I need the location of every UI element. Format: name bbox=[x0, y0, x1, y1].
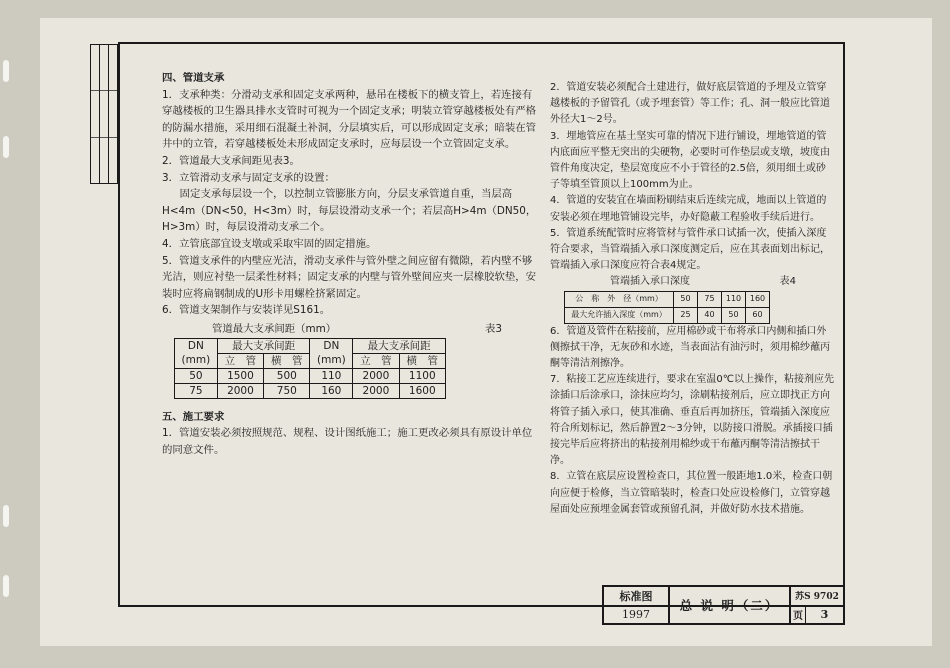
drawing-title: 总 说 明（二） bbox=[670, 587, 791, 623]
table-header-cell: 公 称 外 径（mm） bbox=[565, 291, 674, 307]
left-column bbox=[162, 70, 540, 458]
table-cell: 1500 bbox=[217, 368, 263, 383]
table-cell: 50 bbox=[722, 307, 746, 323]
riser-supports-paragraph: 3．立管滑动支承与固定支承的设置： bbox=[162, 171, 335, 184]
construction-paragraph-1: 1．管道安装必须按照规范、规程、设计图纸施工；施工更改必须具有原设计单位的同意文件。 bbox=[162, 427, 533, 456]
signature-column bbox=[100, 45, 109, 183]
binder-hole bbox=[3, 575, 9, 597]
table4-insertion-depth bbox=[564, 291, 770, 324]
table-cell: 500 bbox=[264, 368, 310, 383]
signature-column bbox=[109, 45, 117, 183]
table4-caption-row bbox=[566, 274, 796, 290]
binder-hole bbox=[3, 505, 9, 527]
table-cell: 160 bbox=[746, 291, 770, 307]
page-number: 3 bbox=[820, 607, 829, 621]
section-heading-construction: 五、施工要求 bbox=[162, 410, 225, 423]
table-header-cell: 横 管 bbox=[399, 353, 445, 368]
table-row bbox=[175, 368, 446, 383]
construction-paragraph-5: 5．管道系统配管时应将管材与管件承口试插一次，使插入深度符合要求，当管端插入承口深度测定后，应在其表面划出标记，管端插入承口深度应符合表4规定。 bbox=[550, 227, 830, 272]
construction-paragraph-6: 6．管道及管件在粘接前，应用棉砂或干布将承口内侧和插口外侧擦拭干净，无灰砂和水迹，当表面沾有油污时，须用棉纱蘸丙酮等清洁剂擦净。 bbox=[550, 325, 830, 370]
table-header-cell: 最大允许插入深度（mm） bbox=[565, 307, 674, 323]
title-block-code bbox=[791, 587, 843, 623]
signature-cell bbox=[100, 91, 108, 137]
table-cell: 2000 bbox=[217, 383, 263, 398]
dn-label: DN bbox=[323, 340, 340, 352]
title-block bbox=[602, 585, 845, 625]
table-header-cell: 最大支承间距 bbox=[217, 338, 310, 353]
title-block-standard bbox=[604, 587, 670, 623]
signature-cell bbox=[100, 138, 108, 183]
table-header-cell: 最大支承间距 bbox=[353, 338, 446, 353]
signature-cell bbox=[109, 138, 117, 183]
table-cell: 60 bbox=[746, 307, 770, 323]
table-cell: 25 bbox=[674, 307, 698, 323]
table3-caption-row bbox=[212, 321, 502, 338]
table-cell: 2000 bbox=[353, 383, 399, 398]
table-row bbox=[565, 291, 770, 307]
fixed-support-paragraph: 固定支承每层设一个，以控制立管膨胀方向，分层支承管道自重，当层高H<4m（DN<50，H<3m）时，每层设滑动支承一个；若层高H>4m（DN50，H>3m）时，每层设滑动支承二个。 bbox=[162, 188, 537, 234]
standard-year: 1997 bbox=[622, 607, 650, 621]
table-header-cell bbox=[310, 338, 353, 368]
construction-paragraph-3: 3．埋地管应在基土坚实可靠的情况下进行铺设，埋地管道的管内底面应平整无突出的尖硬物，必要时可作垫层或支墩，坡度由管件角度决定，垫层宽度应不小于管径的2.5倍，须用细土或砂子等填至管顶以上100mm为止。 bbox=[550, 130, 830, 191]
page-label: 页 bbox=[791, 606, 806, 624]
binder-hole bbox=[3, 60, 9, 82]
construction-paragraph-8: 8．立管在底层应设置检查口，其位置一般距地1.0米，检查口朝向应便于检修，当立管暗装时，检查口处应设检修门，立管穿越屋面处应预埋金属套管或预留孔洞，并做好防水技术措施。 bbox=[550, 471, 833, 515]
table-cell: 50 bbox=[175, 368, 218, 383]
signature-column bbox=[91, 45, 100, 183]
table-row bbox=[175, 338, 446, 353]
table-cell: 160 bbox=[310, 383, 353, 398]
drawing-code: 苏S 9702 bbox=[791, 587, 843, 606]
table-header-cell: 立 管 bbox=[353, 353, 399, 368]
construction-paragraph-2: 2．管道安装必须配合土建进行，做好底层管道的予埋及立管穿越楼板的予留管孔（或予埋套管）等工作；孔、洞一般应比管道外径大1～2号。 bbox=[550, 82, 830, 126]
standard-label: 标准图 bbox=[604, 587, 668, 606]
table4-caption: 管端插入承口深度 bbox=[610, 276, 690, 288]
signature-cell bbox=[91, 138, 99, 183]
support-fabrication-paragraph: 6．管道支架制作与安装详见S161。 bbox=[162, 304, 331, 317]
table-header-cell: 立 管 bbox=[217, 353, 263, 368]
table-row bbox=[565, 307, 770, 323]
table3-max-support-spacing bbox=[174, 338, 446, 399]
table-header-cell bbox=[175, 338, 218, 368]
signature-cell bbox=[109, 45, 117, 91]
construction-paragraph-4: 4．管道的安装宜在墙面粉刷结束后连续完成，地面以上管道的安装必须在埋地管铺设完毕，办好隐蔽工程验收手续后进行。 bbox=[550, 195, 827, 223]
section-heading-supports: 四、管道支承 bbox=[162, 72, 225, 84]
table-cell: 1600 bbox=[399, 383, 445, 398]
table-header-cell: 横 管 bbox=[264, 353, 310, 368]
support-types-paragraph: 1．支承种类：分滑动支承和固定支承两种，悬吊在楼板下的横支管上，若连接有穿越楼板的卫生器具排水支管时可视为一个固定支承；明装立管穿越楼板处有严格的防漏水措施，采用细石混凝土补洞，分层填实后，可以形成固定支承；暗装在管井中的立管，若穿越楼板处未形成固定支承时，应每层设一个立管固定支承。 bbox=[162, 88, 537, 151]
right-column bbox=[550, 80, 835, 518]
riser-base-paragraph: 4．立管底部宜设支墩或采取牢固的固定措施。 bbox=[162, 237, 377, 250]
table-cell: 110 bbox=[722, 291, 746, 307]
table-row bbox=[175, 383, 446, 398]
table3-label: 表3 bbox=[484, 322, 502, 335]
page-number-row bbox=[791, 606, 843, 624]
construction-paragraph-7: 7．粘接工艺应连续进行，要求在室温0℃以上操作，粘接剂应先涂插口后涂承口，涂抹应均匀，涂刷粘接剂后，应立即找正方向将管子插入承口，使其准确、垂直后再加挤压，管端插入深度应符合所划标记，然后静置2～3分钟，以防接口滑脱。承插接口插接完毕后应将挤出的粘接剂用棉纱或干布蘸丙酮等清洁擦拭干净。 bbox=[550, 374, 834, 467]
signature-cell bbox=[100, 45, 108, 91]
signature-cell bbox=[109, 91, 117, 137]
table-cell: 1100 bbox=[399, 368, 445, 383]
table-cell: 40 bbox=[698, 307, 722, 323]
binder-holes bbox=[3, 0, 9, 668]
signature-strip bbox=[90, 44, 118, 184]
signature-cell bbox=[91, 91, 99, 137]
table-cell: 2000 bbox=[353, 368, 399, 383]
table-cell: 50 bbox=[674, 291, 698, 307]
table-cell: 75 bbox=[175, 383, 218, 398]
max-spacing-paragraph: 2．管道最大支承间距见表3。 bbox=[162, 154, 300, 167]
table3-caption: 管道最大支承间距（mm） bbox=[212, 322, 337, 335]
table-cell: 75 bbox=[698, 291, 722, 307]
table-cell: 750 bbox=[264, 383, 310, 398]
signature-cell bbox=[91, 45, 99, 91]
binder-hole bbox=[3, 136, 9, 158]
dn-label: DN bbox=[187, 340, 204, 352]
table4-label: 表4 bbox=[779, 276, 796, 288]
table-cell: 110 bbox=[310, 368, 353, 383]
support-inner-wall-paragraph: 5．管道支承件的内壁应光洁，滑动支承件与管外壁之间应留有微隙，若内壁不够光洁，则应衬垫一层柔性材料；固定支承的内壁与管外壁间应夹一层橡胶软垫，安装时应将扁钢制成的U形卡用螺栓挤紧固定。 bbox=[162, 254, 537, 300]
mm-unit: (mm) bbox=[317, 354, 346, 366]
mm-unit: (mm) bbox=[181, 354, 211, 366]
